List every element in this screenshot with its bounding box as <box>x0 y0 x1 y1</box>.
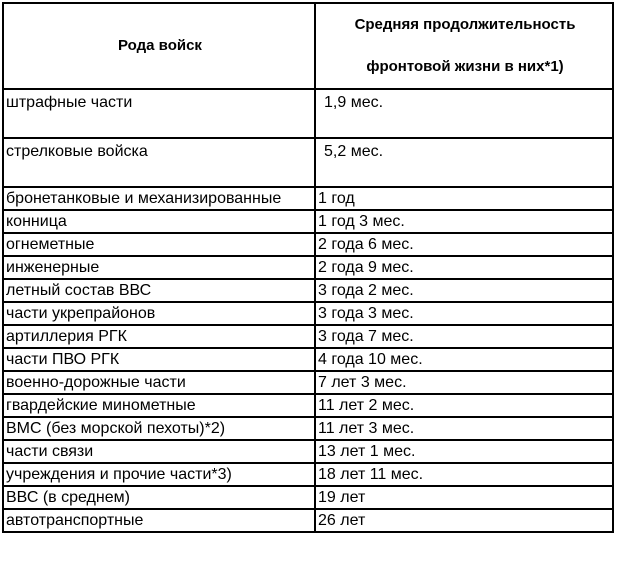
branch-cell: штрафные части <box>3 89 315 138</box>
table-row <box>3 233 613 256</box>
duration-cell: 1 год 3 мес. <box>315 210 613 233</box>
table-row <box>3 138 613 187</box>
table-row <box>3 89 613 138</box>
table-row <box>3 509 613 532</box>
branch-cell: стрелковые войска <box>3 138 315 187</box>
duration-cell: 5,2 мес. <box>315 138 613 187</box>
duration-cell: 2 года 6 мес. <box>315 233 613 256</box>
branch-cell: ВМС (без морской пехоты)*2) <box>3 417 315 440</box>
branch-cell: военно-дорожные части <box>3 371 315 394</box>
duration-cell: 11 лет 2 мес. <box>315 394 613 417</box>
branch-cell: инженерные <box>3 256 315 279</box>
duration-cell: 3 года 7 мес. <box>315 325 613 348</box>
table-row <box>3 371 613 394</box>
header-branch: Рода войск <box>3 3 315 89</box>
duration-cell: 3 года 3 мес. <box>315 302 613 325</box>
branch-cell: ВВС (в среднем) <box>3 486 315 509</box>
table-row <box>3 302 613 325</box>
duration-cell: 18 лет 11 мес. <box>315 463 613 486</box>
header-duration-line2: фронтовой жизни в них*1) <box>366 58 564 75</box>
branch-cell: гвардейские минометные <box>3 394 315 417</box>
table-row <box>3 325 613 348</box>
table-row <box>3 417 613 440</box>
duration-cell: 1 год <box>315 187 613 210</box>
table-row <box>3 279 613 302</box>
table-row <box>3 210 613 233</box>
duration-cell: 7 лет 3 мес. <box>315 371 613 394</box>
branch-lifespan-table <box>2 2 614 533</box>
branch-cell: части связи <box>3 440 315 463</box>
duration-cell: 19 лет <box>315 486 613 509</box>
branch-cell: артиллерия РГК <box>3 325 315 348</box>
duration-cell: 11 лет 3 мес. <box>315 417 613 440</box>
duration-cell: 26 лет <box>315 509 613 532</box>
duration-cell: 3 года 2 мес. <box>315 279 613 302</box>
table-row <box>3 486 613 509</box>
table-row <box>3 394 613 417</box>
table-row <box>3 440 613 463</box>
table-row <box>3 463 613 486</box>
table-row <box>3 187 613 210</box>
branch-cell: летный состав ВВС <box>3 279 315 302</box>
branch-cell: автотранспортные <box>3 509 315 532</box>
branch-cell: бронетанковые и механизированные <box>3 187 315 210</box>
duration-cell: 4 года 10 мес. <box>315 348 613 371</box>
header-row <box>3 3 613 89</box>
table-row <box>3 348 613 371</box>
branch-cell: части ПВО РГК <box>3 348 315 371</box>
duration-cell: 13 лет 1 мес. <box>315 440 613 463</box>
branch-cell: конница <box>3 210 315 233</box>
duration-cell: 2 года 9 мес. <box>315 256 613 279</box>
table-body <box>3 3 613 532</box>
branch-cell: огнеметные <box>3 233 315 256</box>
header-duration-line1: Средняя продолжительность <box>354 16 576 33</box>
branch-cell: учреждения и прочие части*3) <box>3 463 315 486</box>
duration-cell: 1,9 мес. <box>315 89 613 138</box>
table-row <box>3 256 613 279</box>
header-duration <box>315 3 613 89</box>
branch-cell: части укрепрайонов <box>3 302 315 325</box>
table-container <box>2 2 614 533</box>
